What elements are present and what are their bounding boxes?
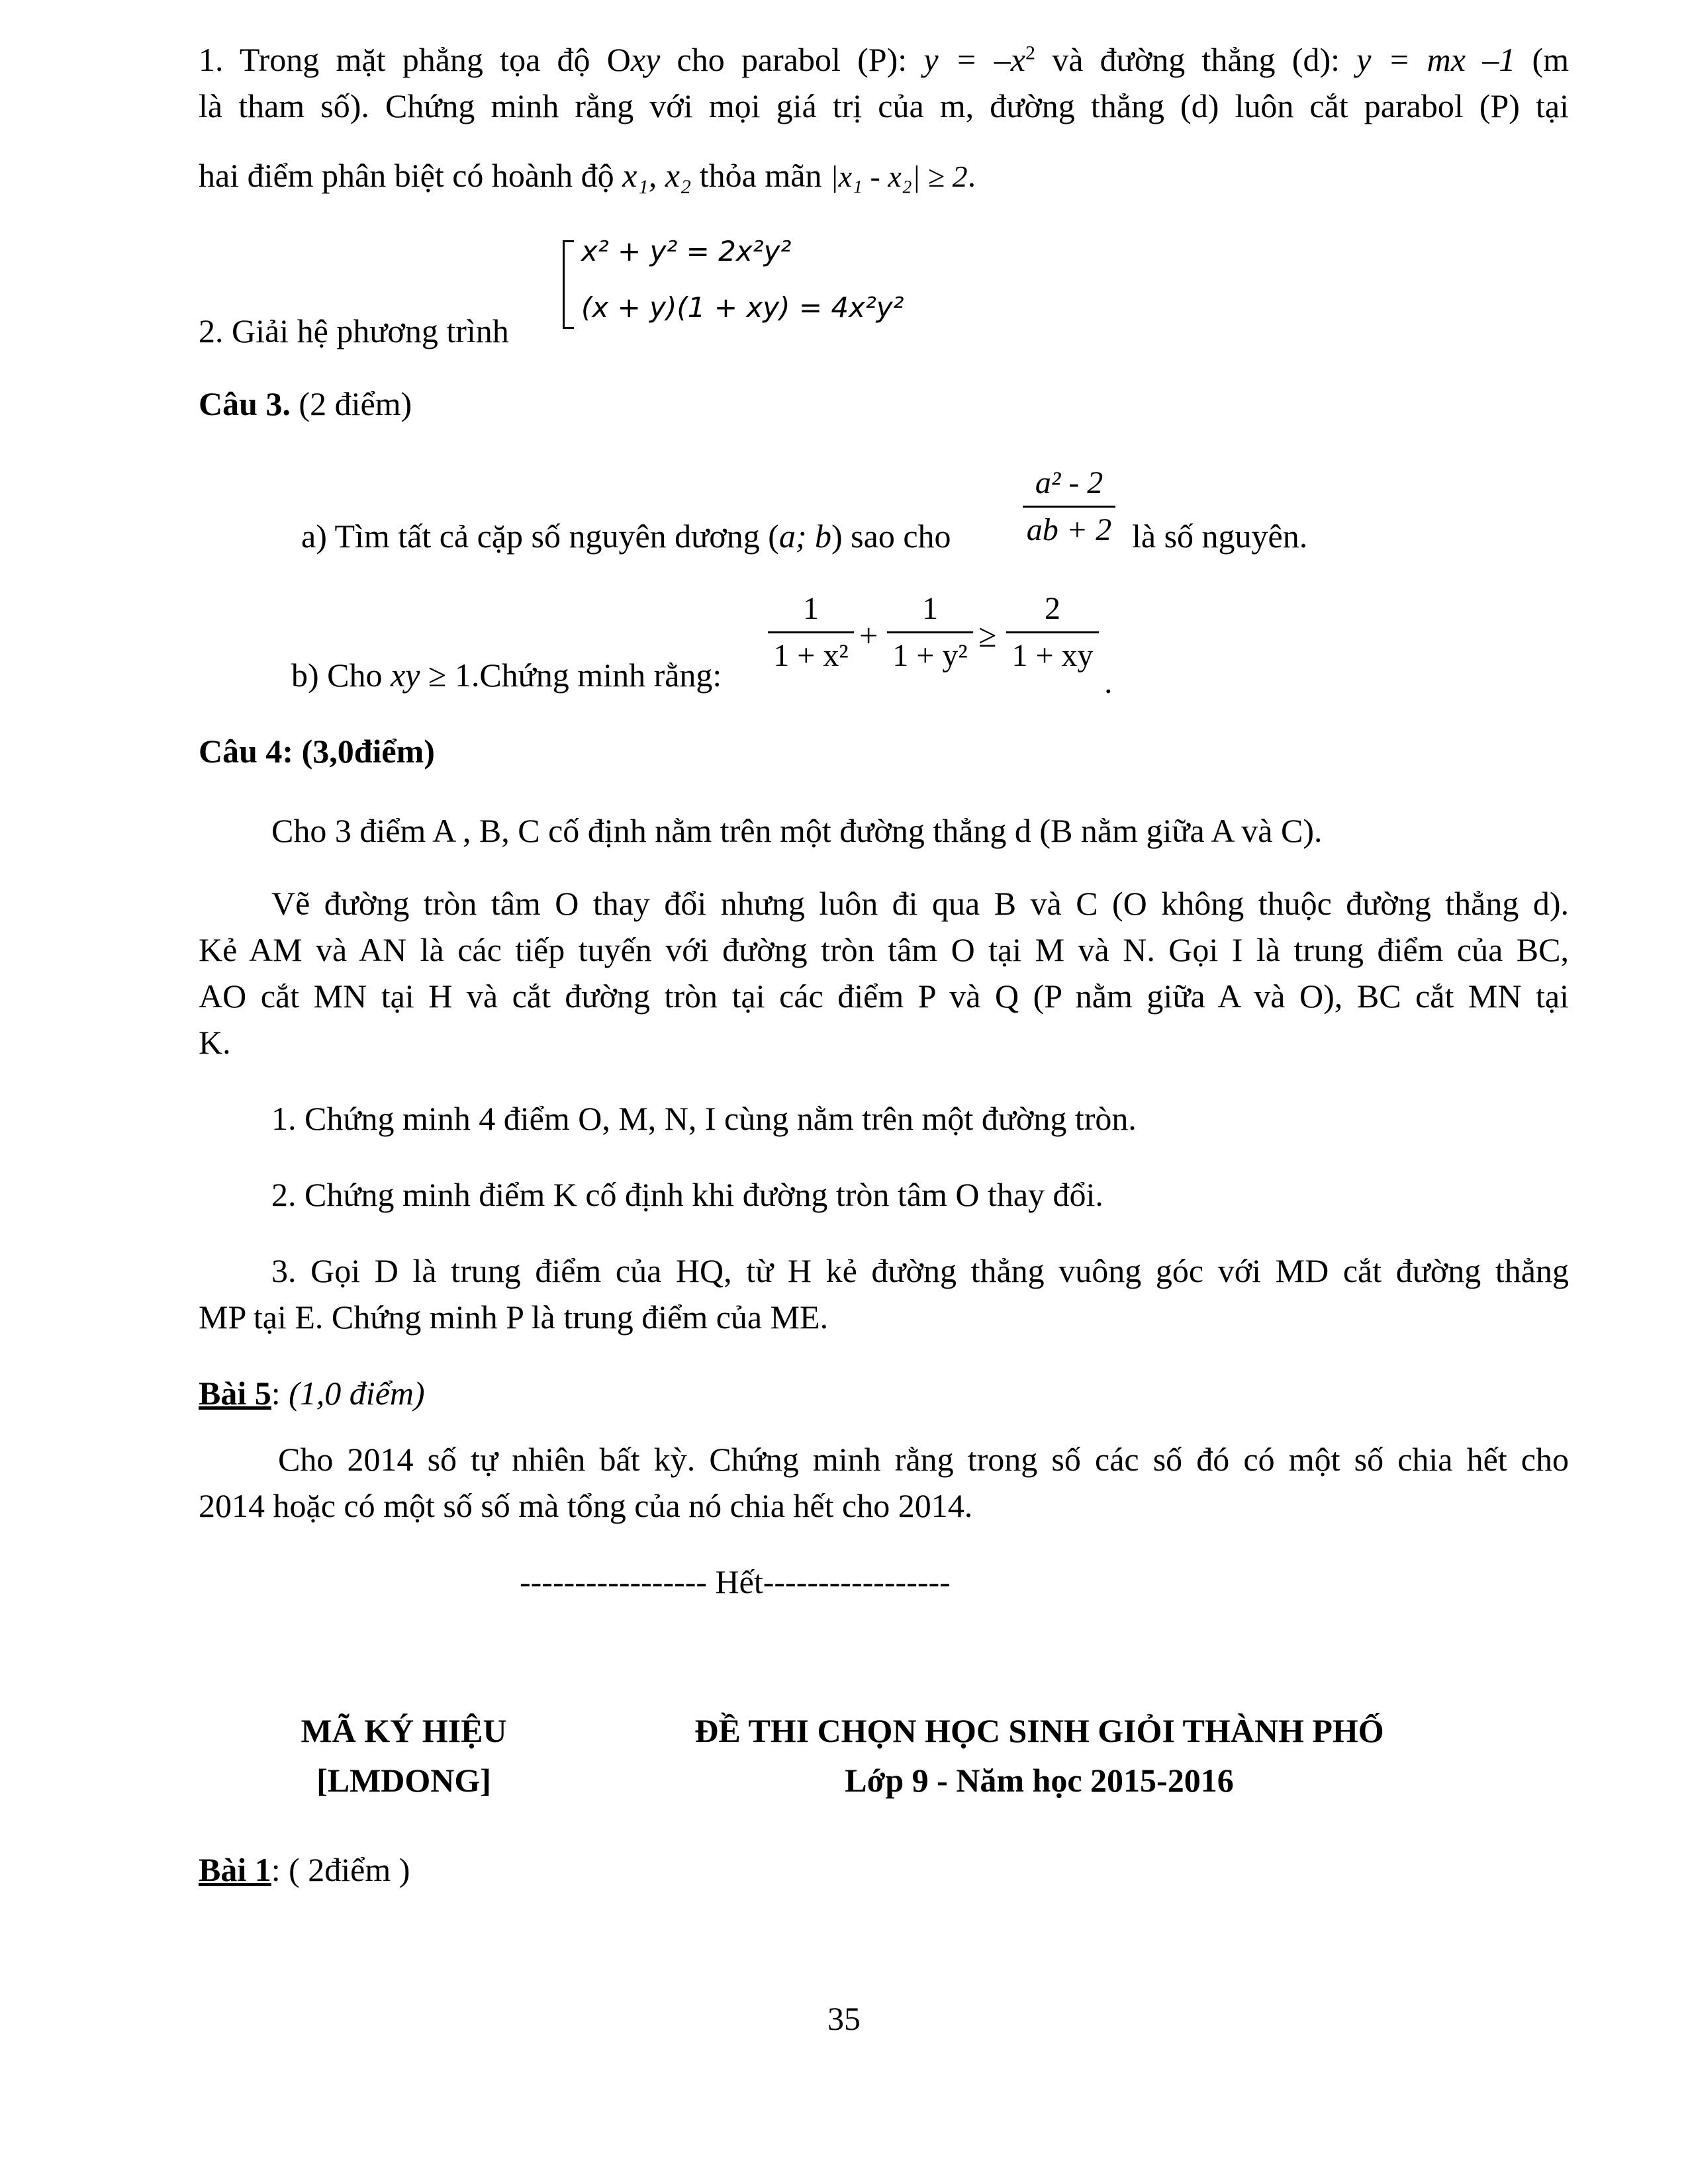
exam-code-value: [LMDONG]: [316, 1762, 491, 1799]
system-eq1: x² + y² = 2x²y²: [581, 235, 792, 267]
page-number: 35: [827, 2000, 861, 2037]
q3b-plus: +: [859, 617, 878, 654]
q4-heading: Câu 4: (3,0điểm): [199, 733, 435, 770]
exam-code-label: MÃ KÝ HIỆU: [301, 1712, 507, 1749]
q3b-fraction-3: 2 1 + xy: [1006, 589, 1099, 676]
q4-item3-line2: MP tại E. Chứng minh P là trung điểm của ME.: [199, 1298, 829, 1336]
q3b-geq: ≥: [978, 617, 997, 654]
q5-line2: 2014 hoặc có một số số mà tổng của nó chia hết cho 2014.: [199, 1487, 973, 1524]
q5-heading: Bài 5: (1,0 điểm): [199, 1375, 425, 1412]
q3a-fraction: a² - 2 ab + 2: [1023, 463, 1115, 550]
q3a-text: a) Tìm tất cả cặp số nguyên dương (a; b) sao cho: [301, 518, 951, 555]
q2-part1-line3: hai điểm phân biệt có hoành độ x₁, x₂ thỏa mãn |x₁ - x₂| ≥ 2.: [199, 157, 976, 194]
exam-subtitle: Lớp 9 - Năm học 2015-2016: [845, 1762, 1234, 1799]
q3-heading: Câu 3. (2 điểm): [199, 385, 412, 422]
q3b-fraction-2: 1 1 + y²: [887, 589, 973, 676]
q4-para-line1: Vẽ đường tròn tâm O thay đổi nhưng luôn đi qua B và C (O không thuộc đường thẳng d).: [271, 885, 1569, 922]
system-brace-icon: [563, 240, 574, 329]
q5-line1: Cho 2014 số tự nhiên bất kỳ. Chứng minh rằng trong số các số đó có một số chia hết cho: [278, 1441, 1569, 1478]
q2-part1-line1: 1. Trong mặt phẳng tọa độ Oxy cho parabol (P): $y = -x^2$ và đường thẳng (d): y = mx –1 (m: [199, 41, 1570, 78]
bai1-heading: Bài 1: ( 2điểm ): [199, 1851, 410, 1888]
q2-part2-label: 2. Giải hệ phương trình: [199, 312, 509, 349]
q4-para-line2: Kẻ AM và AN là các tiếp tuyến với đường tròn tâm O tại M và N. Gọi I là trung điểm của BC,: [199, 931, 1569, 968]
q4-item2: 2. Chứng minh điểm K cố định khi đường tròn tâm O thay đổi.: [271, 1176, 1103, 1213]
exam-title: ĐỀ THI CHỌN HỌC SINH GIỎI THÀNH PHỐ: [694, 1712, 1384, 1749]
end-marker: ----------------- Hết-----------------: [520, 1563, 951, 1600]
system-eq2: (x + y)(1 + xy) = 4x²y²: [581, 291, 904, 324]
q3b-text: b) Cho xy ≥ 1.Chứng minh rằng:: [291, 657, 722, 694]
q2-part1-line2: là tham số). Chứng minh rằng với mọi giá trị của m, đường thẳng (d) luôn cắt parabol (P) tại: [199, 87, 1569, 124]
q3a-suffix: là số nguyên.: [1132, 518, 1308, 555]
q4-item3-line1: 3. Gọi D là trung điểm của HQ, từ H kẻ đường thẳng vuông góc với MD cắt đường thẳng: [271, 1252, 1569, 1289]
q4-para-line3: AO cắt MN tại H và cắt đường tròn tại các điểm P và Q (P nằm giữa A và O), BC cắt MN tại: [199, 978, 1569, 1015]
q3b-end: .: [1104, 663, 1113, 700]
q3b-fraction-1: 1 1 + x²: [768, 589, 854, 676]
q4-para-line4: K.: [199, 1024, 231, 1061]
q4-intro: Cho 3 điểm A , B, C cố định nằm trên một đường thẳng d (B nằm giữa A và C).: [271, 812, 1323, 849]
q4-item1: 1. Chứng minh 4 điểm O, M, N, I cùng nằm trên một đường tròn.: [271, 1100, 1137, 1137]
